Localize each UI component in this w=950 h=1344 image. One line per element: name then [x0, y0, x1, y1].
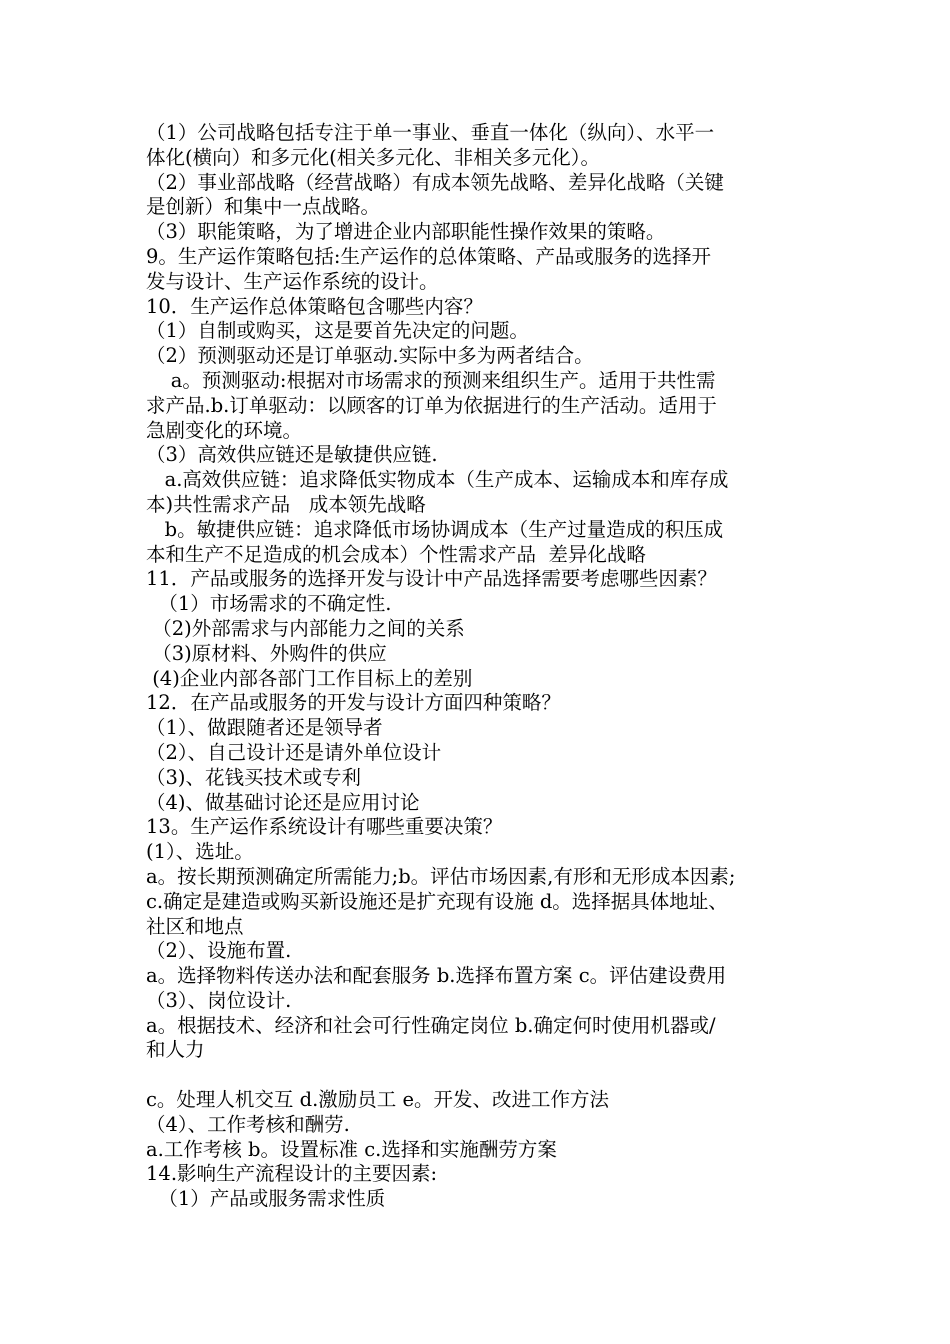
text-line: 求产品.b.订单驱动：以顾客的订单为依据进行的生产活动。适用于 — [146, 393, 717, 417]
text-line: 发与设计、生产运作系统的设计。 — [146, 269, 439, 293]
text-line: 体化(横向）和多元化(相关多元化、非相关多元化）。 — [146, 145, 600, 169]
text-line: (1）、选址。 — [146, 840, 254, 864]
text-line: （1）、做跟随者还是领导者 — [146, 716, 383, 740]
text-line: 14.影响生产流程设计的主要因素: — [146, 1162, 438, 1186]
text-line: 社区和地点 — [146, 914, 244, 938]
text-line: （1）产品或服务需求性质 — [146, 1187, 386, 1211]
text-line: 11．产品或服务的选择开发与设计中产品选择需要考虑哪些因素？ — [146, 567, 717, 591]
text-line: （3）、岗位设计. — [146, 988, 292, 1012]
text-line: b。敏捷供应链：追求降低市场协调成本（生产过量造成的积压成 — [146, 517, 724, 541]
text-line: 本)共性需求产品 成本领先战略 — [146, 492, 426, 516]
text-line: (4)企业内部各部门工作目标上的差别 — [146, 666, 473, 690]
text-line: 是创新）和集中一点战略。 — [146, 195, 381, 219]
text-line: 急剧变化的环境。 — [146, 418, 303, 442]
text-line: （1）自制或购买，这是要首先决定的问题。 — [146, 319, 529, 343]
text-line: a.高效供应链：追求降低实物成本（生产成本、运输成本和库存成 — [146, 468, 729, 492]
text-line: a。选择物料传送办法和配套服务 b.选择布置方案 c。评估建设费用 — [146, 964, 727, 988]
text-line: a.工作考核 b。设置标准 c.选择和实施酬劳方案 — [146, 1137, 557, 1161]
text-line: （2）预测驱动还是订单驱动.实际中多为两者结合。 — [146, 344, 594, 368]
text-line: （2）、设施布置. — [146, 939, 292, 963]
text-line: （4)、做基础讨论还是应用讨论 — [146, 790, 420, 814]
text-line: 本和生产不足造成的机会成本）个性需求产品 差异化战略 — [146, 542, 646, 566]
text-line: 12．在产品或服务的开发与设计方面四种策略？ — [146, 691, 561, 715]
text-line: （2)外部需求与内部能力之间的关系 — [146, 616, 465, 640]
text-line: （2）、自己设计还是请外单位设计 — [146, 740, 442, 764]
text-line: （4）、工作考核和酬劳. — [146, 1112, 350, 1136]
text-line: 13。生产运作系统设计有哪些重要决策？ — [146, 815, 503, 839]
text-line: c.确定是建造或购买新设施还是扩充现有设施 d。选择据具体地址、 — [146, 889, 728, 913]
text-line: （1）市场需求的不确定性. — [146, 592, 392, 616]
text-line: （3）职能策略，为了增进企业内部职能性操作效果的策略。 — [146, 220, 666, 244]
text-line: （3)原材料、外购件的供应 — [146, 641, 387, 665]
text-line: a。根据技术、经济和社会可行性确定岗位 b.确定何时使用机器或/ — [146, 1013, 716, 1037]
blank-line — [146, 1063, 818, 1088]
text-line: （3）高效供应链还是敏捷供应链. — [146, 443, 438, 467]
text-line: （1）公司战略包括专注于单一事业、垂直一体化（纵向）、水平一 — [146, 121, 715, 144]
text-line: 10．生产运作总体策略包含哪些内容？ — [146, 294, 483, 318]
text-line: 9。生产运作策略包括:生产运作的总体策略、产品或服务的选择开 — [146, 244, 711, 268]
text-line: a。按长期预测确定所需能力;b。评估市场因素,有形和无形成本因素; — [146, 864, 736, 888]
text-line: （3)、花钱买技术或专利 — [146, 765, 362, 789]
text-line: a。预测驱动:根据对市场需求的预测来组织生产。适用于共性需 — [146, 368, 716, 392]
text-line: c。处理人机交互 d.激励员工 e。开发、改进工作方法 — [146, 1088, 610, 1112]
text-line: 和人力 — [146, 1038, 205, 1062]
document-body — [146, 121, 818, 1212]
text-line: （2）事业部战略（经营战略）有成本领先战略、差异化战略（关键 — [146, 170, 724, 194]
